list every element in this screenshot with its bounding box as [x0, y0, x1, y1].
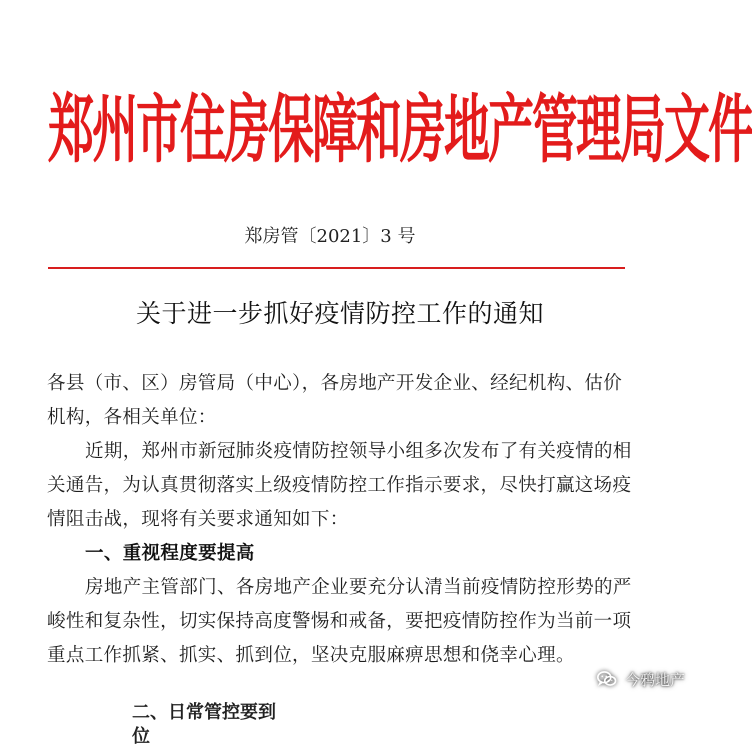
wechat-watermark [596, 667, 685, 691]
notice-title: 关于进一步抓好疫情防控工作的通知 [135, 299, 544, 328]
watermark-text: 今鸦地产 [625, 670, 686, 689]
red-divider [48, 267, 625, 269]
section-one-paragraph: 房地产主管部门、各房地产企业要充分认清当前疫情防控形势的严峻性和复杂性，切实保持高度警惕和戒备，要把疫情防控作为当前一项重点工作抓紧、抓实、抓到位，坚决克服麻痹思想和侥幸心理。 [47, 577, 632, 666]
document-body [47, 367, 637, 673]
partially-visible-section-heading: 二、日常管控要到位 [132, 702, 276, 747]
addressee-paragraph: 各县（市、区）房管局（中心），各房地产开发企业、经纪机构、估价机构，各相关单位： [47, 373, 623, 428]
document-number: 郑房管〔2021〕3 号 [244, 226, 416, 247]
agency-file-header: 郑州市住房保障和房地产管理局文件 [48, 86, 752, 173]
introduction-paragraph: 近期，郑州市新冠肺炎疫情防控领导小组多次发布了有关疫情的相关通告，为认真贯彻落实上级疫情防控工作指示要求，尽快打赢这场疫情阻击战，现将有关要求通知如下： [47, 441, 632, 530]
wechat-icon [596, 670, 618, 688]
section-heading-first: 一、重视程度要提高 [85, 543, 255, 564]
